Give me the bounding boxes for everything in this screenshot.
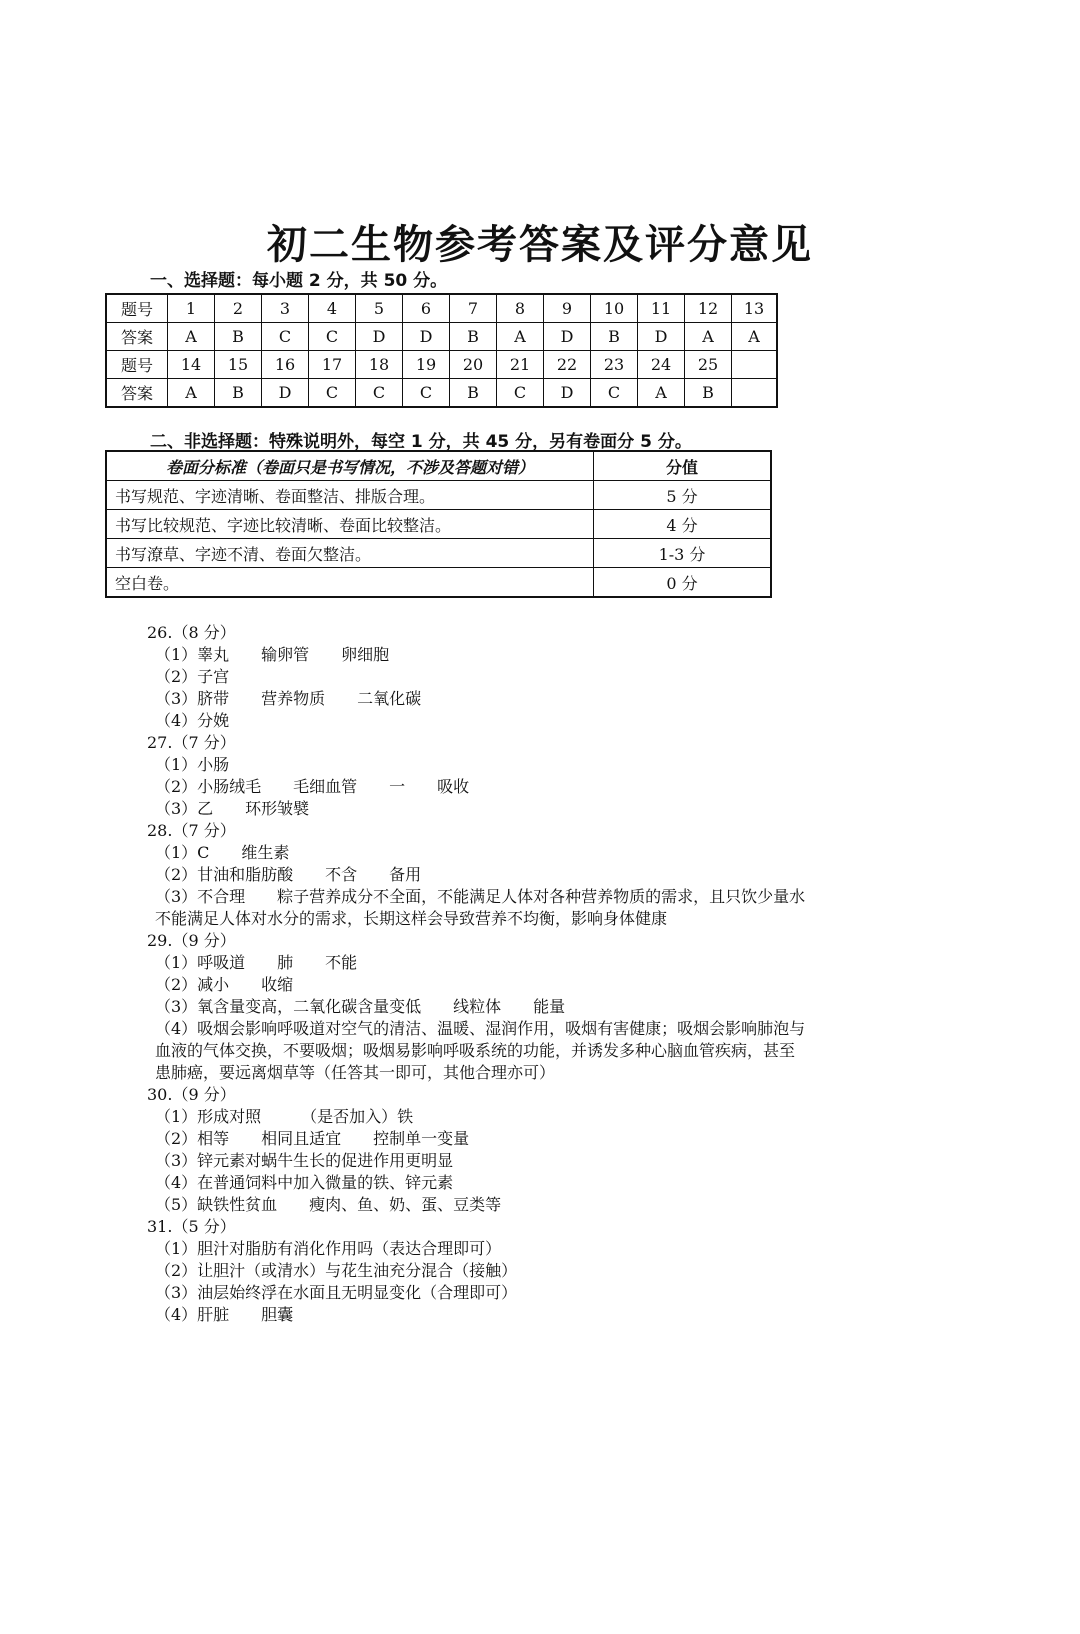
answer-line: 患肺癌，要远离烟草等（任答其一即可，其他合理亦可）	[155, 1063, 556, 1082]
answer-cell: D	[262, 379, 309, 408]
answer-line: （1）小肠	[155, 755, 230, 774]
score-cell: 0 分	[594, 568, 772, 598]
question-heading: 26.（8 分）	[147, 623, 236, 642]
answer-line: （3）油层始终浮在水面且无明显变化（合理即可）	[155, 1283, 518, 1302]
criteria-header: 卷面分标准（卷面只是书写情况，不涉及答题对错）	[106, 451, 594, 481]
answer-cell: 20	[450, 351, 497, 379]
answer-cell: 6	[403, 294, 450, 323]
question-heading: 31.（5 分）	[147, 1217, 236, 1236]
criteria-cell: 书写规范、字迹清晰、卷面整洁、排版合理。	[106, 481, 594, 510]
answer-cell: C	[497, 379, 544, 408]
answer-line: （2）甘油和脂肪酸 不含 备用	[155, 865, 422, 884]
answer-line: （2）减小 收缩	[155, 975, 294, 994]
answer-line: （1）呼吸道 肺 不能	[155, 953, 358, 972]
answer-cell	[732, 379, 778, 408]
answer-cell: 15	[215, 351, 262, 379]
answer-line: （4）吸烟会影响呼吸道对空气的清洁、温暖、湿润作用，吸烟有害健康；吸烟会影响肺泡与	[155, 1019, 806, 1038]
answer-cell: 24	[638, 351, 685, 379]
answer-line: （3）脐带 营养物质 二氧化碳	[155, 689, 422, 708]
answer-cell: 16	[262, 351, 309, 379]
answer-cell: A	[497, 323, 544, 351]
answer-cell: 1	[168, 294, 215, 323]
answer-cell: A	[638, 379, 685, 408]
answer-cell: 18	[356, 351, 403, 379]
answer-cell: D	[356, 323, 403, 351]
answer-cell: 13	[732, 294, 778, 323]
answer-cell: C	[591, 379, 638, 408]
table-header-row	[106, 451, 771, 481]
table-row	[106, 510, 771, 539]
answer-cell: C	[262, 323, 309, 351]
answer-cell: A	[168, 323, 215, 351]
answer-line: （2）子宫	[155, 667, 230, 686]
answer-cell: B	[685, 379, 732, 408]
answer-cell: 9	[544, 294, 591, 323]
answer-cell: A	[685, 323, 732, 351]
question-heading: 27.（7 分）	[147, 733, 236, 752]
answer-cell: B	[591, 323, 638, 351]
answer-cell	[732, 351, 778, 379]
table-row	[106, 379, 777, 408]
answer-line: （3）锌元素对蜗牛生长的促进作用更明显	[155, 1151, 454, 1170]
answer-cell: 4	[309, 294, 356, 323]
answer-line: （2）相等 相同且适宜 控制单一变量	[155, 1129, 470, 1148]
neatness-score-table	[105, 450, 772, 598]
answer-cell: 21	[497, 351, 544, 379]
question-heading: 29.（9 分）	[147, 931, 236, 950]
answer-line: 血液的气体交换，不要吸烟；吸烟易影响呼吸系统的功能，并诱发多种心脑血管疾病，甚至	[155, 1041, 796, 1060]
answer-list	[147, 622, 955, 1326]
answer-cell: C	[309, 323, 356, 351]
score-cell: 4 分	[594, 510, 772, 539]
answer-cell: 11	[638, 294, 685, 323]
answer-cell: A	[732, 323, 778, 351]
answer-line: （2）让胆汁（或清水）与花生油充分混合（接触）	[155, 1261, 518, 1280]
answer-line: （4）在普通饲料中加入微量的铁、锌元素	[155, 1173, 454, 1192]
answer-cell: 5	[356, 294, 403, 323]
answer-cell: B	[450, 323, 497, 351]
answer-cell: D	[544, 379, 591, 408]
criteria-cell: 书写比较规范、字迹比较清晰、卷面比较整洁。	[106, 510, 594, 539]
answer-line: （5）缺铁性贫血 瘦肉、鱼、奶、蛋、豆类等	[155, 1195, 502, 1214]
answer-cell: 2	[215, 294, 262, 323]
row-label: 题号	[106, 351, 168, 379]
table-row	[106, 323, 777, 351]
score-cell: 5 分	[594, 481, 772, 510]
score-header: 分值	[594, 451, 772, 481]
answer-cell: 14	[168, 351, 215, 379]
question-heading: 30.（9 分）	[147, 1085, 236, 1104]
answer-cell: A	[168, 379, 215, 408]
answer-cell: 25	[685, 351, 732, 379]
answer-cell: D	[544, 323, 591, 351]
row-label: 答案	[106, 323, 168, 351]
multiple-choice-answer-table	[105, 293, 778, 408]
criteria-cell: 空白卷。	[106, 568, 594, 598]
table-row	[106, 539, 771, 568]
answer-line: （1）胆汁对脂肪有消化作用吗（表达合理即可）	[155, 1239, 502, 1258]
answer-line: （4）肝脏 胆囊	[155, 1305, 294, 1324]
answer-line: （2）小肠绒毛 毛细血管 一 吸收	[155, 777, 470, 796]
section-multiple-choice-heading: 一、选择题：每小题 2 分，共 50 分。	[150, 271, 448, 291]
row-label: 题号	[106, 294, 168, 323]
answer-cell: C	[356, 379, 403, 408]
answer-line: （3）乙 环形皱襞	[155, 799, 310, 818]
answer-cell: 17	[309, 351, 356, 379]
answer-cell: 12	[685, 294, 732, 323]
table-row	[106, 568, 771, 598]
table-row	[106, 351, 777, 379]
answer-cell: 8	[497, 294, 544, 323]
question-heading: 28.（7 分）	[147, 821, 236, 840]
row-label: 答案	[106, 379, 168, 408]
answer-cell: 10	[591, 294, 638, 323]
answer-line: （4）分娩	[155, 711, 230, 730]
answer-cell: C	[309, 379, 356, 408]
answer-cell: 23	[591, 351, 638, 379]
table-row	[106, 294, 777, 323]
answer-cell: 7	[450, 294, 497, 323]
answer-line: （1）形成对照 （是否加入）铁	[155, 1107, 414, 1126]
page-title: 初二生物参考答案及评分意见	[267, 222, 813, 268]
answer-cell: D	[403, 323, 450, 351]
answer-line: 不能满足人体对水分的需求，长期这样会导致营养不均衡，影响身体健康	[155, 909, 668, 928]
criteria-cell: 书写潦草、字迹不清、卷面欠整洁。	[106, 539, 594, 568]
answer-line: （3）氧含量变高，二氧化碳含量变低 线粒体 能量	[155, 997, 566, 1016]
answer-cell: 22	[544, 351, 591, 379]
answer-cell: B	[215, 323, 262, 351]
answer-line: （1）C 维生素	[155, 843, 290, 862]
score-cell: 1-3 分	[594, 539, 772, 568]
answer-cell: 3	[262, 294, 309, 323]
answer-cell: B	[450, 379, 497, 408]
section-non-choice-heading: 二、非选择题：特殊说明外，每空 1 分，共 45 分，另有卷面分 5 分。	[150, 432, 692, 452]
answer-cell: B	[215, 379, 262, 408]
answer-line: （3）不合理 粽子营养成分不全面，不能满足人体对各种营养物质的需求，且只饮少量水	[155, 887, 806, 906]
answer-cell: 19	[403, 351, 450, 379]
answer-cell: C	[403, 379, 450, 408]
answer-line: （1）睾丸 输卵管 卵细胞	[155, 645, 390, 664]
table-row	[106, 481, 771, 510]
answer-cell: D	[638, 323, 685, 351]
